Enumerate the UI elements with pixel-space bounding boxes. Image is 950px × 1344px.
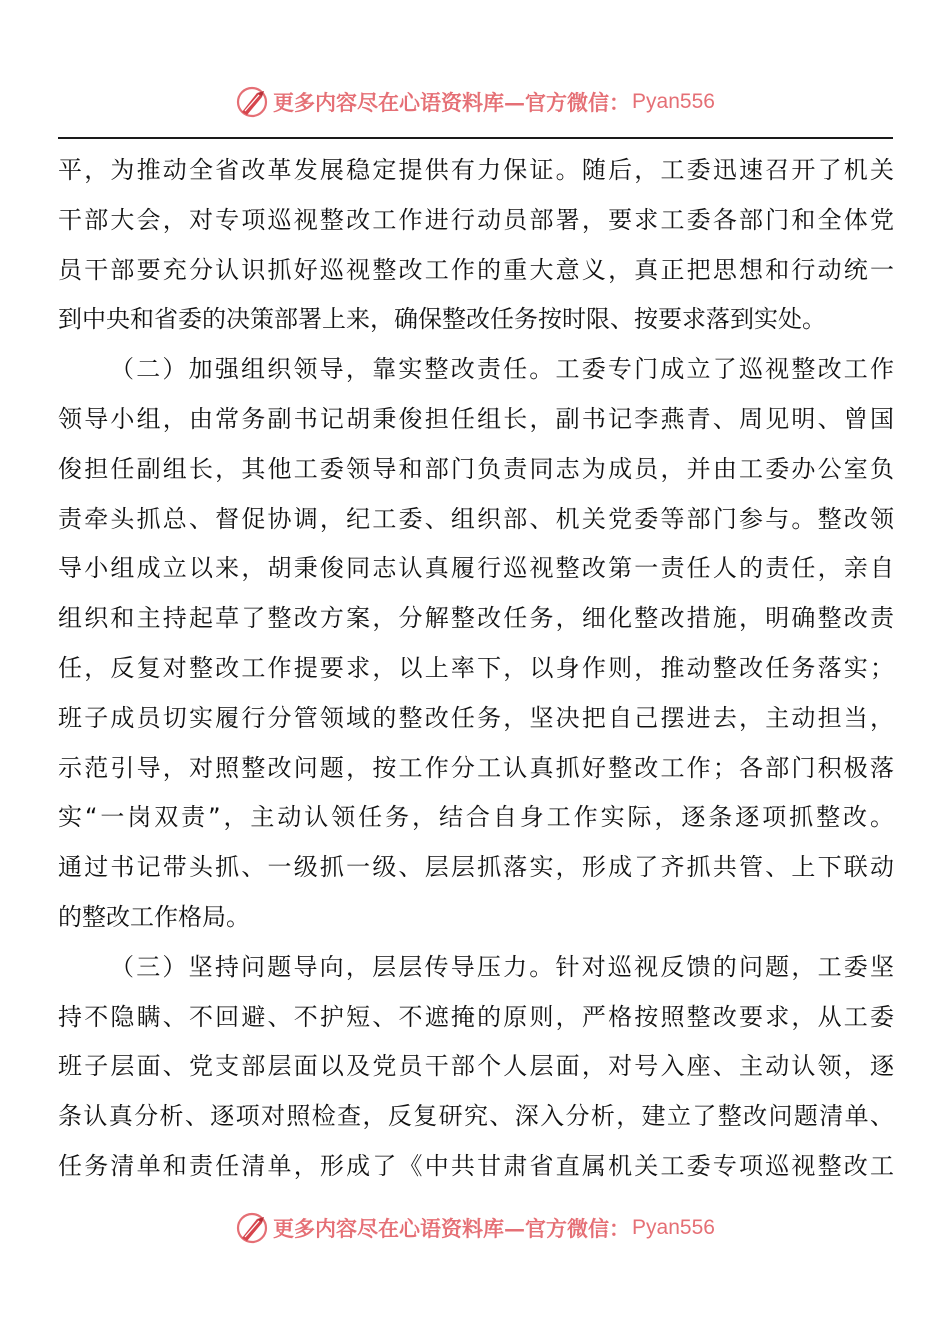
document-body bbox=[58, 146, 894, 1192]
header-watermark bbox=[0, 80, 950, 124]
footer-watermark bbox=[0, 1206, 950, 1250]
pen-nib-logo-icon bbox=[235, 1211, 269, 1245]
watermark-text: 更多内容尽在心语资料库—官方微信： bbox=[273, 90, 631, 115]
watermark-account: Pyan556 bbox=[632, 1216, 715, 1239]
text-line: 任务清单和责任清单，形成了《中共甘肃省直属机关工委专项巡视整改工 bbox=[58, 1151, 894, 1180]
text-line: 领导小组，由常务副书记胡秉俊担任组长，副书记李燕青、周见明、曾国 bbox=[58, 404, 894, 433]
text-line: 导小组成立以来，胡秉俊同志认真履行巡视整改第一责任人的责任，亲自 bbox=[58, 554, 894, 583]
text-line: 干部大会，对专项巡视整改工作进行动员部署，要求工委各部门和全体党 bbox=[58, 205, 894, 234]
text-line: 实“一岗双责”，主动认领任务，结合自身工作实际，逐条逐项抓整改。 bbox=[58, 803, 894, 832]
text-line: 班子层面、党支部层面以及党员干部个人层面，对号入座、主动认领，逐 bbox=[58, 1052, 894, 1081]
text-line: 通过书记带头抓、一级抓一级、层层抓落实，形成了齐抓共管、上下联动 bbox=[58, 853, 894, 882]
text-line: 示范引导，对照整改问题，按工作分工认真抓好整改工作；各部门积极落 bbox=[58, 753, 894, 782]
watermark-account: Pyan556 bbox=[632, 90, 715, 113]
text-line: 班子成员切实履行分管领域的整改任务，坚决把自己摆进去，主动担当， bbox=[58, 703, 894, 732]
text-line: 任，反复对整改工作提要求，以上率下，以身作则，推动整改任务落实； bbox=[58, 653, 894, 682]
paragraph-heading-line: （三）坚持问题导向，层层传导压力。针对巡视反馈的问题，工委坚 bbox=[110, 952, 894, 981]
text-line: 责牵头抓总、督促协调，纪工委、组织部、机关党委等部门参与。整改领 bbox=[58, 504, 894, 533]
text-line: 持不隐瞒、不回避、不护短、不遮掩的原则，严格按照整改要求，从工委 bbox=[58, 1002, 894, 1031]
watermark-text: 更多内容尽在心语资料库—官方微信： bbox=[273, 1216, 631, 1241]
text-line: 到中央和省委的决策部署上来，确保整改任务按时限、按要求落到实处。 bbox=[58, 305, 826, 334]
text-line: 平，为推动全省改革发展稳定提供有力保证。随后，工委迅速召开了机关 bbox=[58, 156, 894, 184]
header-divider bbox=[58, 137, 893, 139]
text-line: 条认真分析、逐项对照检查，反复研究、深入分析，建立了整改问题清单、 bbox=[58, 1102, 894, 1131]
text-line: 的整改工作格局。 bbox=[58, 902, 250, 931]
paragraph-heading-line: （二）加强组织领导，靠实整改责任。工委专门成立了巡视整改工作 bbox=[110, 355, 894, 384]
pen-nib-logo-icon bbox=[235, 85, 269, 119]
text-line: 组织和主持起草了整改方案，分解整改任务，细化整改措施，明确整改责 bbox=[58, 604, 894, 633]
text-line: 俊担任副组长，其他工委领导和部门负责同志为成员，并由工委办公室负 bbox=[58, 454, 894, 483]
text-line: 员干部要充分认识抓好巡视整改工作的重大意义，真正把思想和行动统一 bbox=[58, 255, 894, 284]
